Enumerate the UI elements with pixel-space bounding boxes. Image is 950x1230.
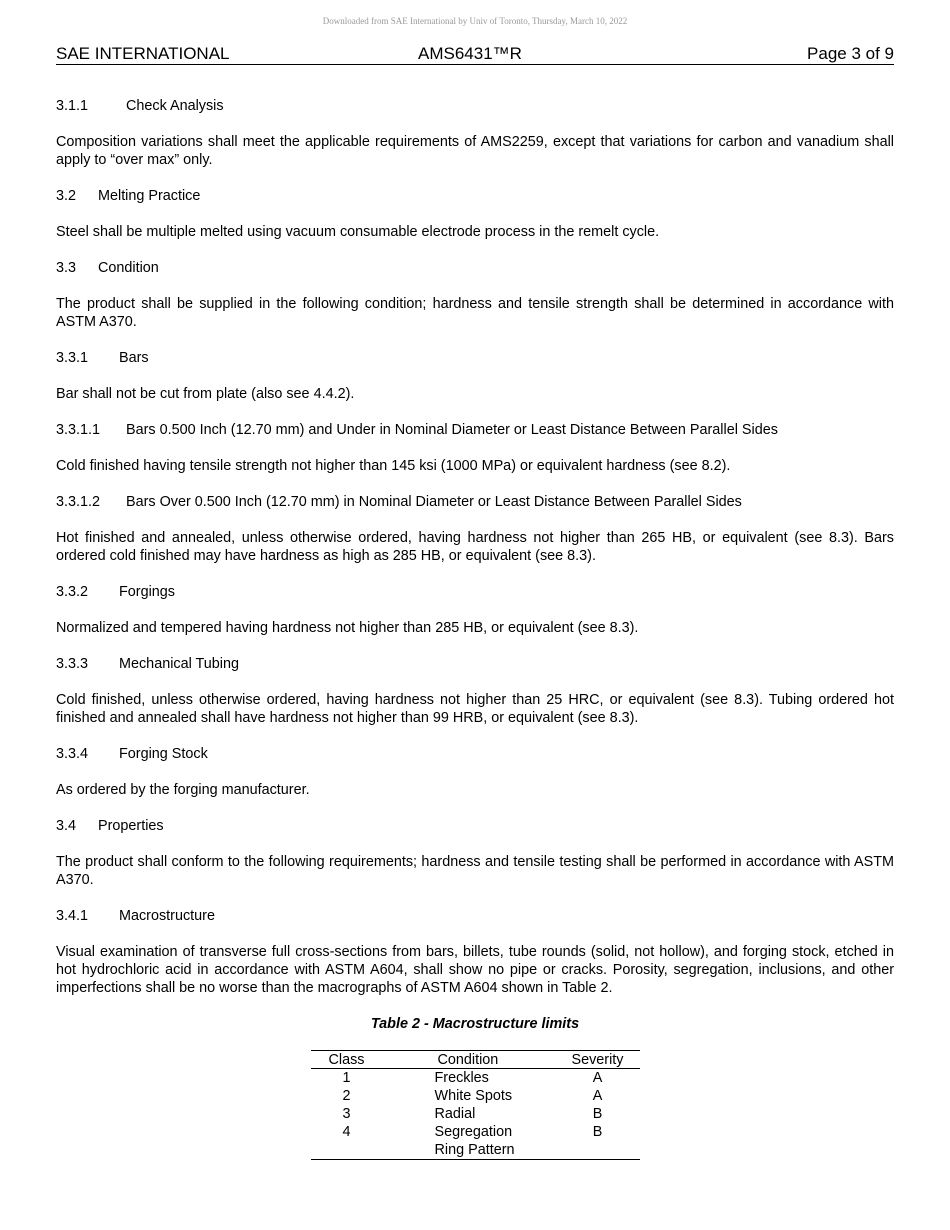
section-number: 3.2 [56,188,77,204]
section-number: 3.3 [56,260,77,276]
section-text-3-3-1-1: Cold finished having tensile strength not higher than 145 ksi (1000 MPa) or equivalent hardness (see 8.2). [56,458,731,474]
table-row [311,1069,640,1088]
section-text-3-2: Steel shall be multiple melted using vacuum consumable electrode process in the remelt cycle. [56,224,660,240]
section-title: Macrostructure [119,908,215,924]
condition-line-2: Ring Pattern [434,1142,515,1158]
cell-severity: B [592,1106,603,1122]
section-heading-3-3-2 [56,583,894,601]
section-heading-3-4 [56,817,894,835]
section-title: Bars 0.500 Inch (12.70 mm) and Under in Nominal Diameter or Least Distance Between Parallel Sides [126,422,778,438]
document-body [56,97,894,1160]
section-heading-3-3-3 [56,655,894,673]
cell-severity: A [592,1070,603,1086]
header-org: SAE INTERNATIONAL [56,44,230,63]
section-number: 3.4.1 [56,908,89,924]
section-heading-3-3-1-2 [56,493,894,511]
section-number: 3.3.4 [56,746,89,762]
section-title: Forging Stock [119,746,208,762]
column-header-class: Class [311,1051,383,1069]
cell-condition: Radial [434,1106,476,1122]
section-text-3-3-1-2: Hot finished and annealed, unless otherwise ordered, having hardness not higher than 265 HB, or equivalent (see 8.3). Bars ordered cold finished may have hardness as high as 285 HB, or equivalent (see 8.3). [56,530,894,564]
section-title: Melting Practice [98,188,201,204]
section-number: 3.3.1.2 [56,494,101,510]
section-title: Mechanical Tubing [119,656,239,672]
section-text-3-3-3: Cold finished, unless otherwise ordered, having hardness not higher than 25 HRC, or equivalent (see 8.3). Tubing ordered hot finished and annealed shall have hardness not higher than 99 HRB, or equivalent (see 8.3). [56,692,894,726]
section-number: 3.3.2 [56,584,89,600]
section-text-3-3: The product shall be supplied in the following condition; hardness and tensile strength shall be determined in accordance with ASTM A370. [56,296,894,330]
section-number: 3.3.1.1 [56,422,101,438]
cell-class: 4 [311,1123,383,1160]
cell-severity: A [592,1088,603,1104]
cell-class: 3 [342,1106,351,1122]
section-number: 3.4 [56,818,77,834]
cell-condition: Freckles [434,1070,489,1086]
header-doc-id: AMS6431™R [418,44,522,63]
page-header [56,44,894,65]
section-heading-3-3-4 [56,745,894,763]
table-2-title: Table 2 - Macrostructure limits [370,1016,580,1032]
section-number: 3.3.3 [56,656,89,672]
table-row [311,1123,640,1160]
cell-class: 2 [342,1088,351,1104]
section-text-3-3-4: As ordered by the forging manufacturer. [56,782,310,798]
section-number: 3.1.1 [56,98,89,114]
section-heading-3-4-1 [56,907,894,925]
condition-line-1: Segregation [434,1124,513,1140]
column-header-condition: Condition [383,1051,556,1069]
table-row [311,1105,640,1123]
header-page-number: Page 3 of 9 [807,44,894,63]
table-row [311,1087,640,1105]
section-heading-3-2 [56,187,894,205]
section-title: Condition [98,260,159,276]
section-heading-3-3-1 [56,349,894,367]
cell-class: 1 [342,1070,351,1086]
section-title: Check Analysis [126,98,224,114]
section-title: Bars Over 0.500 Inch (12.70 mm) in Nominal Diameter or Least Distance Between Parallel Sides [126,494,742,510]
section-heading-3-1-1 [56,97,894,115]
section-title: Bars [119,350,149,366]
cell-condition [383,1123,556,1160]
section-text-3-3-1: Bar shall not be cut from plate (also see 4.4.2). [56,386,355,402]
download-watermark: Downloaded from SAE International by Univ of Toronto, Thursday, March 10, 2022 [322,16,628,26]
section-number: 3.3.1 [56,350,89,366]
column-header-severity: Severity [556,1051,640,1069]
section-text-3-3-2: Normalized and tempered having hardness not higher than 285 HB, or equivalent (see 8.3). [56,620,639,636]
section-text-3-4-1: Visual examination of transverse full cross-sections from bars, billets, tube rounds (solid, not hollow), and forging stock, etched in hot hydrochloric acid in accordance with ASTM A604, shall show no pipe or cracks. Porosity, segregation, inclusions, and other imperfections shall be no worse than the macrographs of ASTM A604 shown in Table 2. [56,944,894,996]
cell-condition: White Spots [434,1088,513,1104]
section-heading-3-3 [56,259,894,277]
table-header-row [311,1051,640,1069]
section-title: Properties [98,818,164,834]
section-text-3-1-1: Composition variations shall meet the applicable requirements of AMS2259, except that variations for carbon and vanadium shall apply to “over max” only. [56,134,894,168]
section-title: Forgings [119,584,175,600]
section-heading-3-3-1-1 [56,421,894,439]
macrostructure-table [311,1050,640,1160]
section-text-3-4: The product shall conform to the following requirements; hardness and tensile testing shall be performed in accordance with ASTM A370. [56,854,894,888]
cell-severity: B [556,1123,640,1160]
